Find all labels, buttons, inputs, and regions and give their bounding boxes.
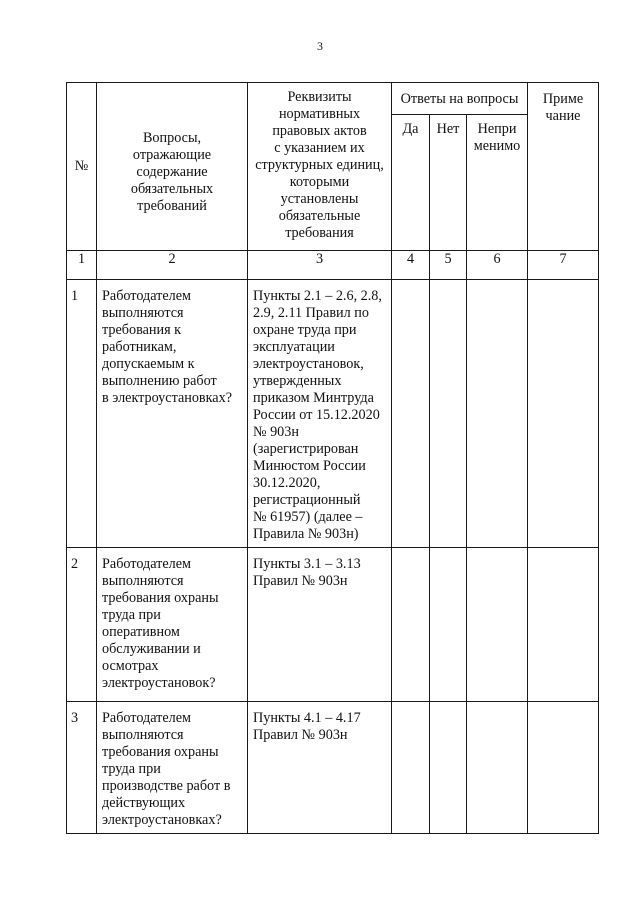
header-number: № <box>67 83 97 251</box>
row-number: 1 <box>67 280 97 548</box>
answer-no-cell[interactable] <box>430 280 467 548</box>
page-number: 3 <box>317 39 323 53</box>
answer-na-cell[interactable] <box>467 548 528 702</box>
header-answer-yes: Да <box>392 115 430 251</box>
note-cell[interactable] <box>528 280 599 548</box>
header-answer-na: Непри менимо <box>467 115 528 251</box>
header-answer-no: Нет <box>430 115 467 251</box>
checklist-table <box>66 82 599 834</box>
column-index: 4 <box>392 251 430 280</box>
header-requisites: Реквизиты нормативных правовых актов с указанием их структурных единиц, которыми установлены обязательные требования <box>248 83 392 251</box>
header-note: Приме чание <box>528 83 599 251</box>
answer-yes-cell[interactable] <box>392 702 430 834</box>
row-question: Работодателем выполняются требования охраны труда при производстве работ в действующих электроустановках? <box>97 702 248 834</box>
table-row <box>67 702 599 834</box>
row-requisites: Пункты 4.1 – 4.17 Правил № 903н <box>248 702 392 834</box>
answer-na-cell[interactable] <box>467 280 528 548</box>
column-index: 1 <box>67 251 97 280</box>
column-index: 3 <box>248 251 392 280</box>
column-index: 7 <box>528 251 599 280</box>
note-cell[interactable] <box>528 702 599 834</box>
row-number: 2 <box>67 548 97 702</box>
answer-yes-cell[interactable] <box>392 280 430 548</box>
answer-yes-cell[interactable] <box>392 548 430 702</box>
answer-na-cell[interactable] <box>467 702 528 834</box>
header-question: Вопросы, отражающие содержание обязательных требований <box>97 83 248 251</box>
column-index: 6 <box>467 251 528 280</box>
answer-no-cell[interactable] <box>430 702 467 834</box>
column-index: 2 <box>97 251 248 280</box>
row-number: 3 <box>67 702 97 834</box>
table-row <box>67 548 599 702</box>
row-requisites: Пункты 2.1 – 2.6, 2.8, 2.9, 2.11 Правил по охране труда при эксплуатации электроустановок, утвержденных приказом Минтруда России от 15.12.2020 № 903н (зарегистрирован Минюстом России 30.12.2020, регистрационный № 61957) (далее – Правила № 903н) <box>248 280 392 548</box>
row-question: Работодателем выполняются требования к работникам, допускаемым к выполнению работ в электроустановках? <box>97 280 248 548</box>
row-requisites: Пункты 3.1 – 3.13 Правил № 903н <box>248 548 392 702</box>
table-row <box>67 280 599 548</box>
header-row-top <box>67 83 599 115</box>
row-question: Работодателем выполняются требования охраны труда при оперативном обслуживании и осмотрах электроустановок? <box>97 548 248 702</box>
header-answers: Ответы на вопросы <box>392 83 528 115</box>
answer-no-cell[interactable] <box>430 548 467 702</box>
note-cell[interactable] <box>528 548 599 702</box>
column-index-row <box>67 251 599 280</box>
column-index: 5 <box>430 251 467 280</box>
